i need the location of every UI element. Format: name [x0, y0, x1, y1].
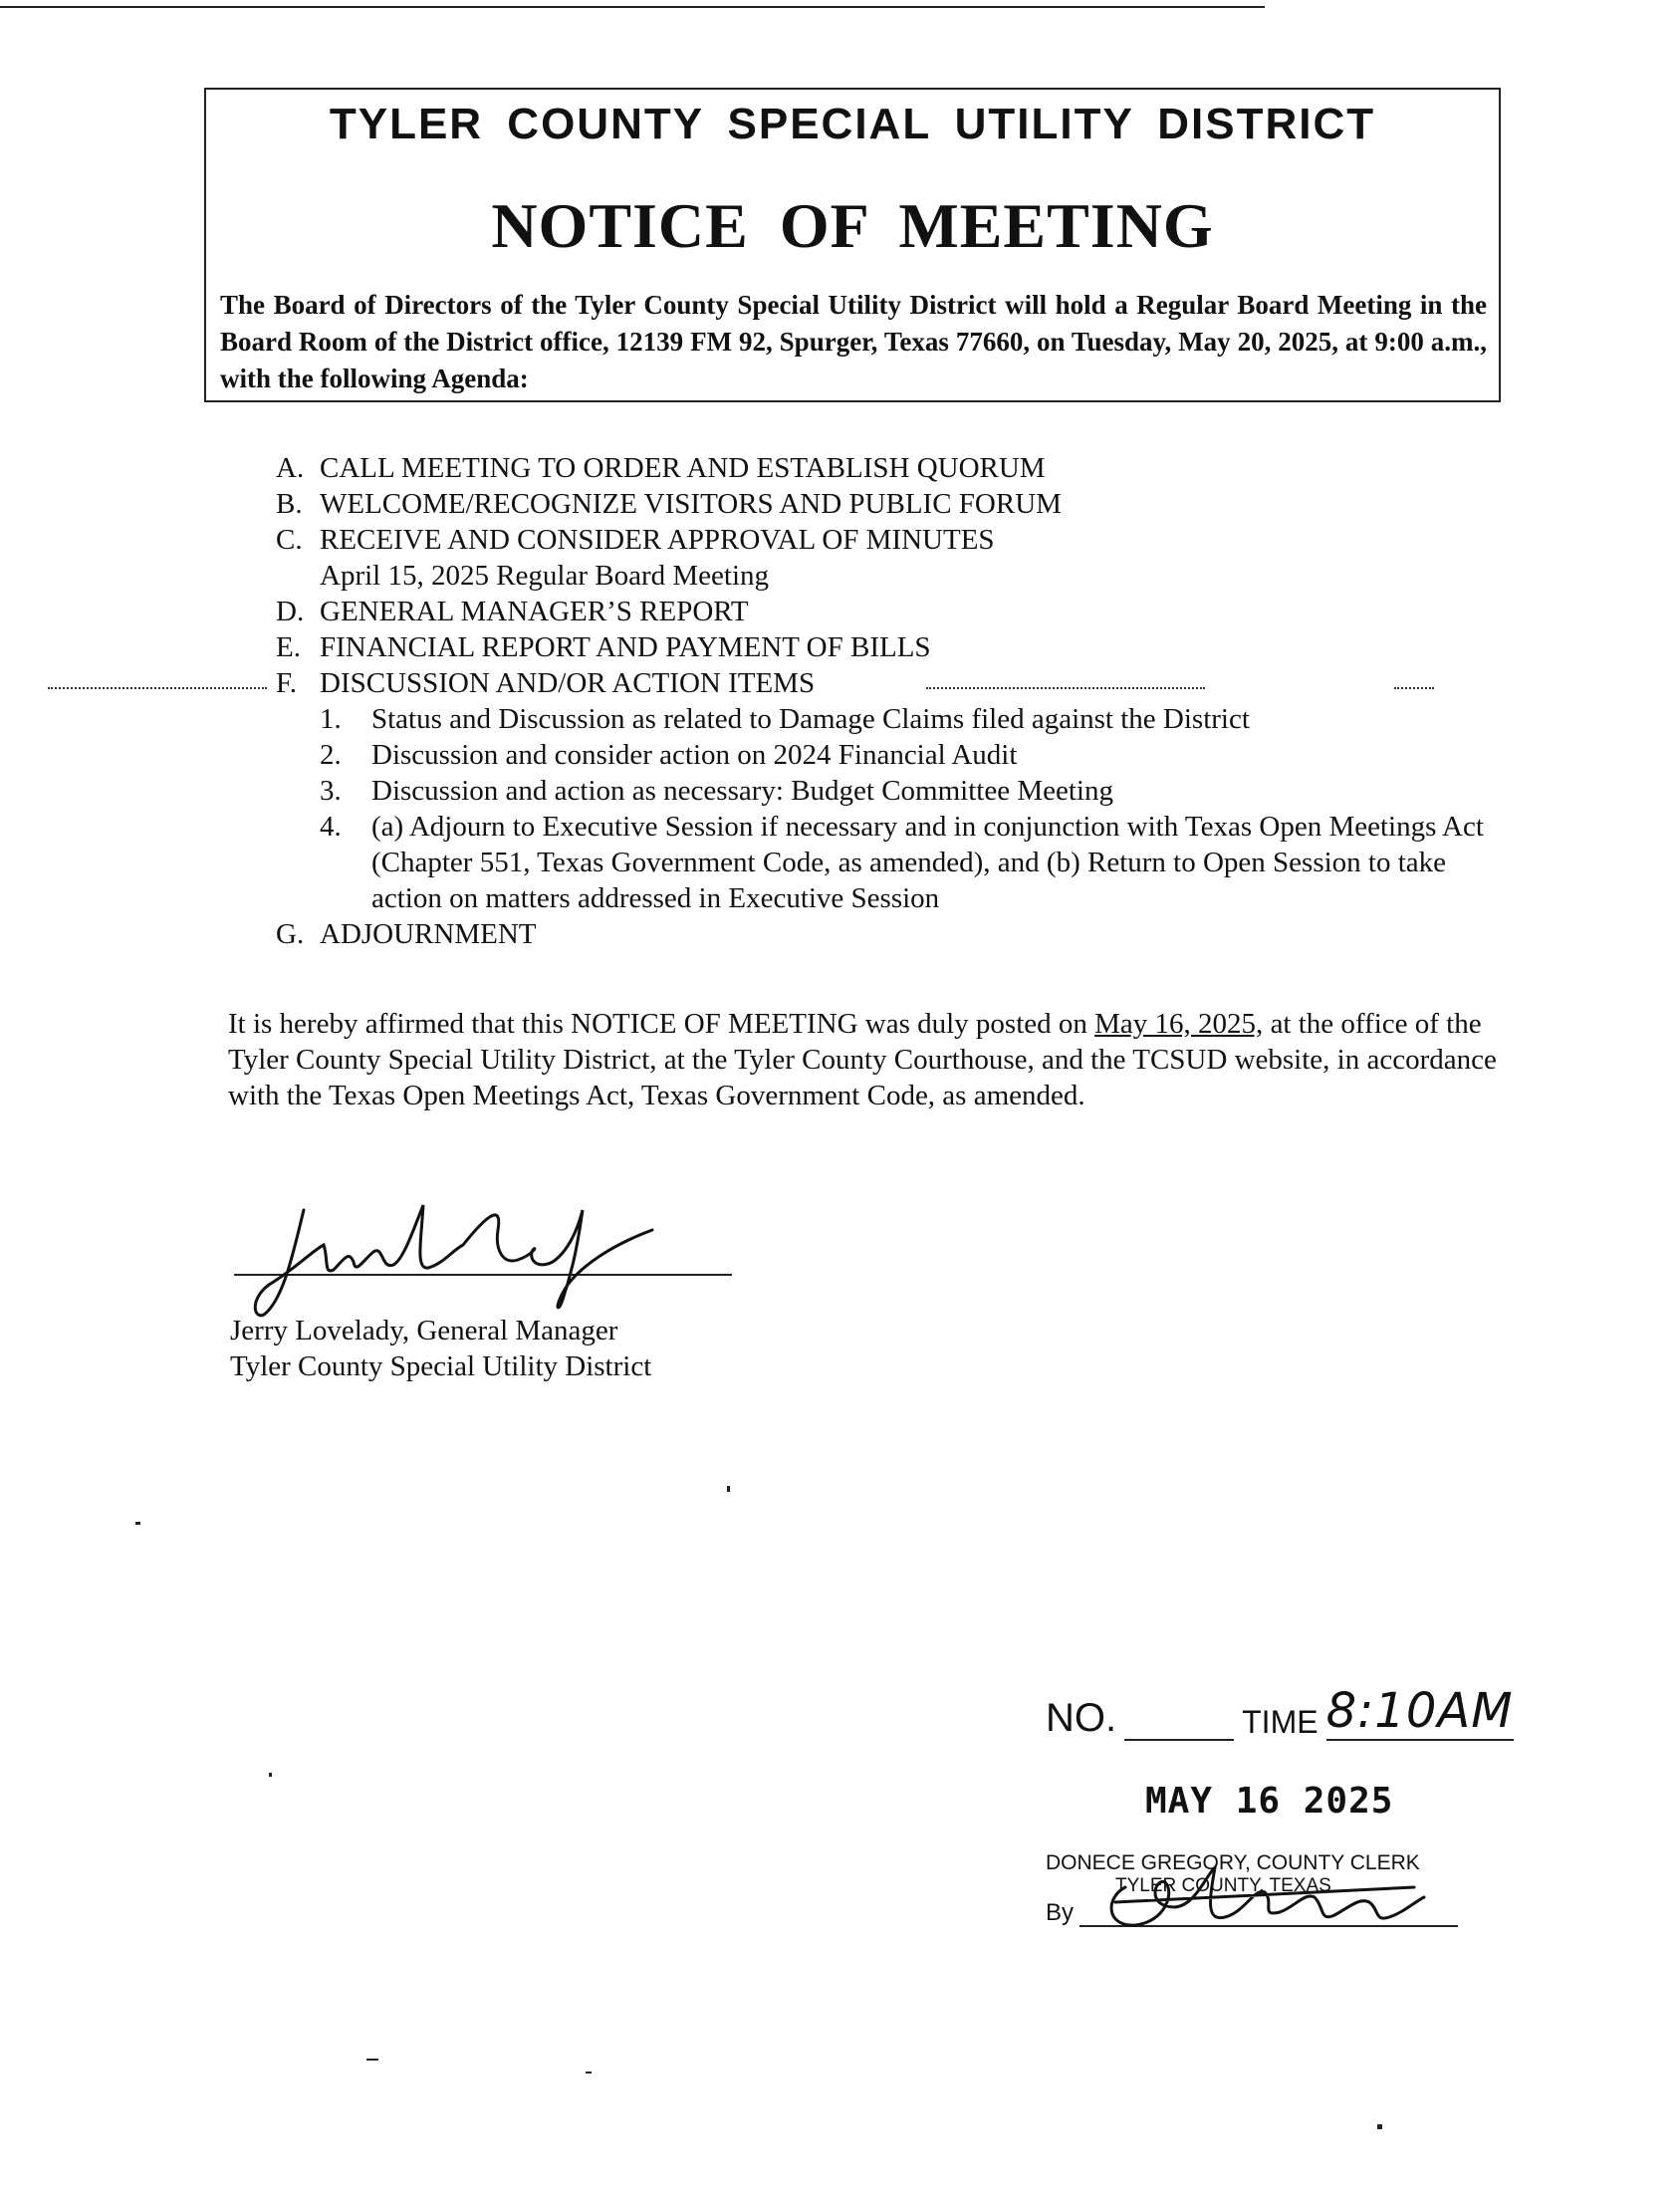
agenda-item [276, 486, 1551, 522]
affirmation-text-start: It is hereby affirmed that this NOTICE OF MEETING was duly posted on [228, 1008, 1095, 1040]
action-item-number: 3. [320, 775, 342, 807]
scan-speck [1377, 2124, 1382, 2129]
signature-block [230, 1313, 651, 1384]
scan-speck [366, 2059, 378, 2061]
action-item [320, 809, 1551, 916]
agenda-item [276, 916, 1551, 952]
agenda-letter: B. [276, 488, 303, 520]
agenda-letter: C. [276, 524, 303, 556]
manager-signature [234, 1190, 752, 1320]
action-item-text: Discussion and action as necessary: Budget Committee Meeting [371, 775, 1113, 807]
agenda-text: CALL MEETING TO ORDER AND ESTABLISH QUORUM [320, 452, 1046, 484]
scan-dotted-line [1394, 687, 1434, 689]
stamp-date: MAY 16 2025 [1145, 1781, 1394, 1822]
agenda-text: ADJOURNMENT [320, 918, 537, 950]
agenda-letter: D. [276, 596, 305, 627]
stamp-number-blank [1124, 1703, 1234, 1741]
agenda-letter: E. [276, 631, 301, 663]
agenda-letter: F. [276, 667, 298, 699]
affirmation-text-end: at the office of the Tyler County Special Utility District, at the Tyler County Courthouse, and the TCSUD website, in accordance with the Texas Open Meetings Act, Texas Government Code, as amended. [228, 1008, 1497, 1111]
stamp-time-label: TIME [1242, 1704, 1319, 1740]
posting-date: May 16, 2025, [1094, 1008, 1264, 1040]
agenda-text: GENERAL MANAGER’S REPORT [320, 596, 749, 627]
agenda-text: FINANCIAL REPORT AND PAYMENT OF BILLS [320, 631, 931, 663]
scan-dotted-line [926, 687, 1205, 689]
scan-speck [586, 2072, 592, 2073]
agenda-item [276, 665, 1551, 701]
posting-affirmation [228, 1006, 1523, 1113]
agenda-subline: April 15, 2025 Regular Board Meeting [320, 560, 770, 592]
action-item [320, 737, 1551, 773]
agenda-text: RECEIVE AND CONSIDER APPROVAL OF MINUTES [320, 524, 995, 556]
meeting-intro: The Board of Directors of the Tyler County Special Utility District will hold a Regular Board Meeting in the Board Room of the District office, 12139 FM 92, Spurger, Texas 77660, on Tuesday, May 20, 2025, at 9:00 a.m., with the following Agenda: [220, 290, 1487, 393]
notice-title: NOTICE OF MEETING [491, 190, 1214, 261]
agenda-text: WELCOME/RECOGNIZE VISITORS AND PUBLIC FORUM [320, 488, 1062, 520]
scan-speck [269, 1773, 272, 1777]
signer-organization: Tyler County Special Utility District [230, 1350, 652, 1382]
stamp-clerk-name: DONECE GREGORY, COUNTY CLERK [1046, 1851, 1420, 1874]
action-item-number: 2. [320, 739, 342, 771]
stamp-no-label: NO. [1046, 1696, 1117, 1740]
scan-speck [135, 1522, 140, 1525]
agenda-list [276, 450, 1551, 952]
notice-header-box [204, 88, 1501, 402]
agenda-text: DISCUSSION AND/OR ACTION ITEMS [320, 667, 816, 699]
action-item-number: 1. [320, 703, 342, 735]
stamp-number-time-line [1046, 1683, 1583, 1741]
signer-name-title: Jerry Lovelady, General Manager [230, 1315, 618, 1346]
agenda-letter: A. [276, 452, 305, 484]
agenda-item [276, 629, 1551, 665]
action-item-text: Status and Discussion as related to Damage Claims filed against the District [371, 703, 1250, 735]
stamp-county: TYLER COUNTY, TEXAS [1115, 1875, 1331, 1896]
organization-title: TYLER COUNTY SPECIAL UTILITY DISTRICT [329, 100, 1376, 148]
top-scan-rule [0, 6, 1265, 8]
action-item-text: Discussion and consider action on 2024 Financial Audit [371, 739, 1018, 771]
agenda-item [276, 522, 1551, 558]
action-item [320, 773, 1551, 809]
stamp-time-value: 8:10AM [1325, 1683, 1514, 1739]
scan-speck [727, 1486, 730, 1492]
agenda-item [276, 450, 1551, 486]
scan-dotted-line [48, 687, 267, 689]
action-item-number: 4. [320, 811, 342, 843]
action-item-text: (a) Adjourn to Executive Session if necessary and in conjunction with Texas Open Meetings Act (Chapter 551, Texas Government Code, as amended), and (b) Return to Open Session to take action on matters addressed in Executive Session [371, 811, 1484, 914]
clerk-signature [1085, 1847, 1444, 1957]
agenda-item [276, 594, 1551, 629]
agenda-letter: G. [276, 918, 305, 950]
action-item [320, 701, 1551, 737]
stamp-by-label: By [1046, 1899, 1075, 1926]
